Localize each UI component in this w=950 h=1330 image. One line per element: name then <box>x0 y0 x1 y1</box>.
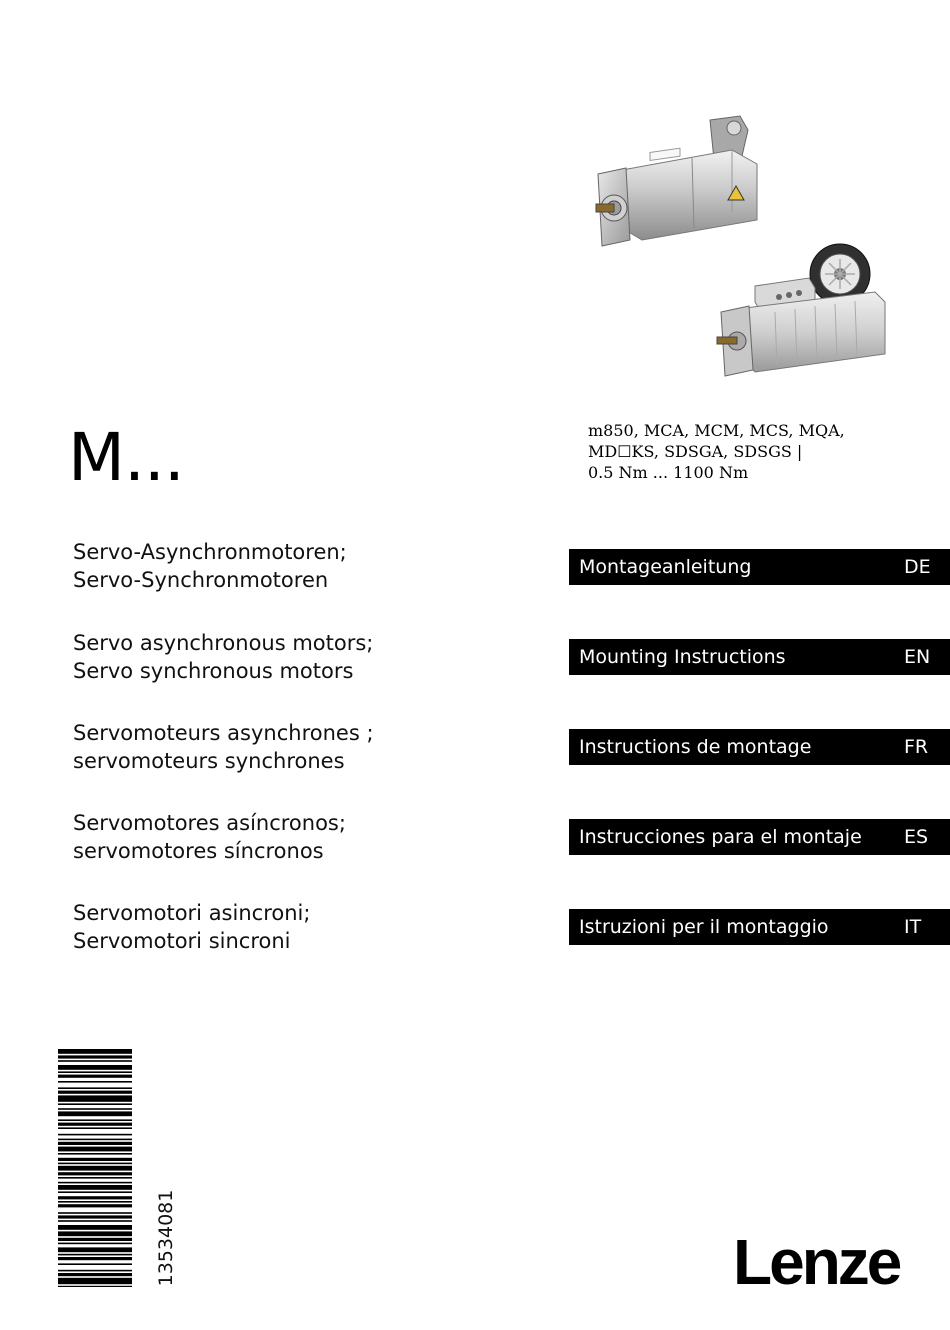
barcode-bar <box>58 1243 132 1245</box>
language-bar-title: Instructions de montage <box>579 736 812 758</box>
barcode-bar <box>58 1263 132 1265</box>
barcode-bar <box>58 1060 132 1062</box>
barcode-bar <box>58 1273 132 1276</box>
language-bar-fr[interactable] <box>569 729 950 765</box>
barcode-image <box>58 1049 132 1287</box>
barcode-bar <box>58 1111 132 1116</box>
barcode-bar <box>58 1204 132 1207</box>
barcode-bar <box>58 1225 132 1230</box>
barcode-bar <box>58 1254 132 1256</box>
language-code: IT <box>904 916 922 938</box>
servo-motor-with-fan-image <box>715 242 905 377</box>
model-info <box>588 420 845 483</box>
barcode-bar <box>58 1172 132 1175</box>
barcode-bar <box>58 1108 132 1110</box>
lenze-logo <box>733 1226 913 1296</box>
language-bar-title: Istruzioni per il montaggio <box>579 916 829 938</box>
barcode-bar <box>58 1158 132 1161</box>
barcode-bar <box>58 1191 132 1193</box>
barcode-bar <box>58 1095 132 1101</box>
barcode-bar <box>58 1091 132 1094</box>
barcode-bar <box>58 1127 132 1129</box>
barcode-bar <box>58 1185 132 1190</box>
barcode-bar <box>58 1270 132 1272</box>
language-code: FR <box>904 736 929 758</box>
description-en <box>73 629 373 685</box>
language-code: ES <box>904 826 929 848</box>
description-line1: Servomotores asíncronos; <box>73 811 346 835</box>
barcode-bar <box>58 1247 132 1252</box>
description-line2: Servomotori sincroni <box>73 929 291 953</box>
barcode-bar <box>58 1087 132 1089</box>
barcode-bar <box>58 1142 132 1145</box>
barcode-bar <box>58 1075 132 1078</box>
language-code: DE <box>904 556 931 578</box>
description-line2: servomoteurs synchrones <box>73 749 345 773</box>
language-bar-es[interactable] <box>569 819 950 855</box>
barcode-number: 13534081 <box>155 1189 177 1287</box>
description-de <box>73 538 347 594</box>
servo-motor-image <box>582 112 772 252</box>
description-line2: servomotores síncronos <box>73 839 324 863</box>
description-line2: Servo synchronous motors <box>73 659 354 683</box>
barcode-bar <box>58 1081 132 1083</box>
torque-range: 0.5 Nm ... 1100 Nm <box>588 463 749 482</box>
description-fr <box>73 719 374 775</box>
description-line1: Servo-Asynchronmotoren; <box>73 540 347 564</box>
description-es <box>73 809 346 865</box>
model-list-line1: m850, MCA, MCM, MCS, MQA, <box>588 421 845 440</box>
language-code: EN <box>904 646 931 668</box>
barcode-bar <box>58 1177 132 1179</box>
barcode-bar <box>58 1166 132 1171</box>
description-line1: Servo asynchronous motors; <box>73 631 374 655</box>
barcode-bar <box>58 1065 132 1070</box>
language-bar-title: Instrucciones para el montaje <box>579 826 862 848</box>
barcode-bar <box>58 1139 132 1141</box>
product-title: M... <box>68 419 184 496</box>
barcode-bar <box>58 1163 132 1165</box>
barcode-bar <box>58 1182 132 1184</box>
description-line1: Servomotori asincroni; <box>73 901 311 925</box>
barcode-bar <box>58 1055 132 1058</box>
barcode-bar <box>58 1231 132 1236</box>
barcode-bar <box>58 1049 132 1054</box>
description-line2: Servo-Synchronmotoren <box>73 568 329 592</box>
language-bar-de[interactable] <box>569 549 950 585</box>
barcode-bar <box>58 1220 132 1222</box>
barcode-bar <box>58 1119 132 1121</box>
language-bar-it[interactable] <box>569 909 950 945</box>
barcode-bar <box>58 1147 132 1152</box>
barcode-bar <box>58 1257 132 1260</box>
barcode-bar <box>58 1123 132 1126</box>
barcode-bar <box>58 1212 132 1214</box>
barcode-bar <box>58 1215 132 1218</box>
barcode-bar <box>58 1134 132 1136</box>
description-it <box>73 899 310 955</box>
barcode-bar <box>58 1201 132 1203</box>
logo-text: Lenze <box>733 1226 900 1296</box>
language-bar-title: Mounting Instructions <box>579 646 786 668</box>
model-list-line2: MD☐KS, SDSGA, SDSGS | <box>588 442 803 461</box>
barcode-bar <box>58 1153 132 1155</box>
barcode-bar <box>58 1071 132 1073</box>
barcode-bar <box>58 1103 132 1105</box>
barcode-bar <box>58 1196 132 1199</box>
language-bar-en[interactable] <box>569 639 950 675</box>
barcode-bar <box>58 1238 132 1241</box>
barcode-bar <box>58 1286 132 1287</box>
language-bar-title: Montageanleitung <box>579 556 752 578</box>
description-line1: Servomoteurs asynchrones ; <box>73 721 374 745</box>
barcode-bar <box>58 1278 132 1284</box>
